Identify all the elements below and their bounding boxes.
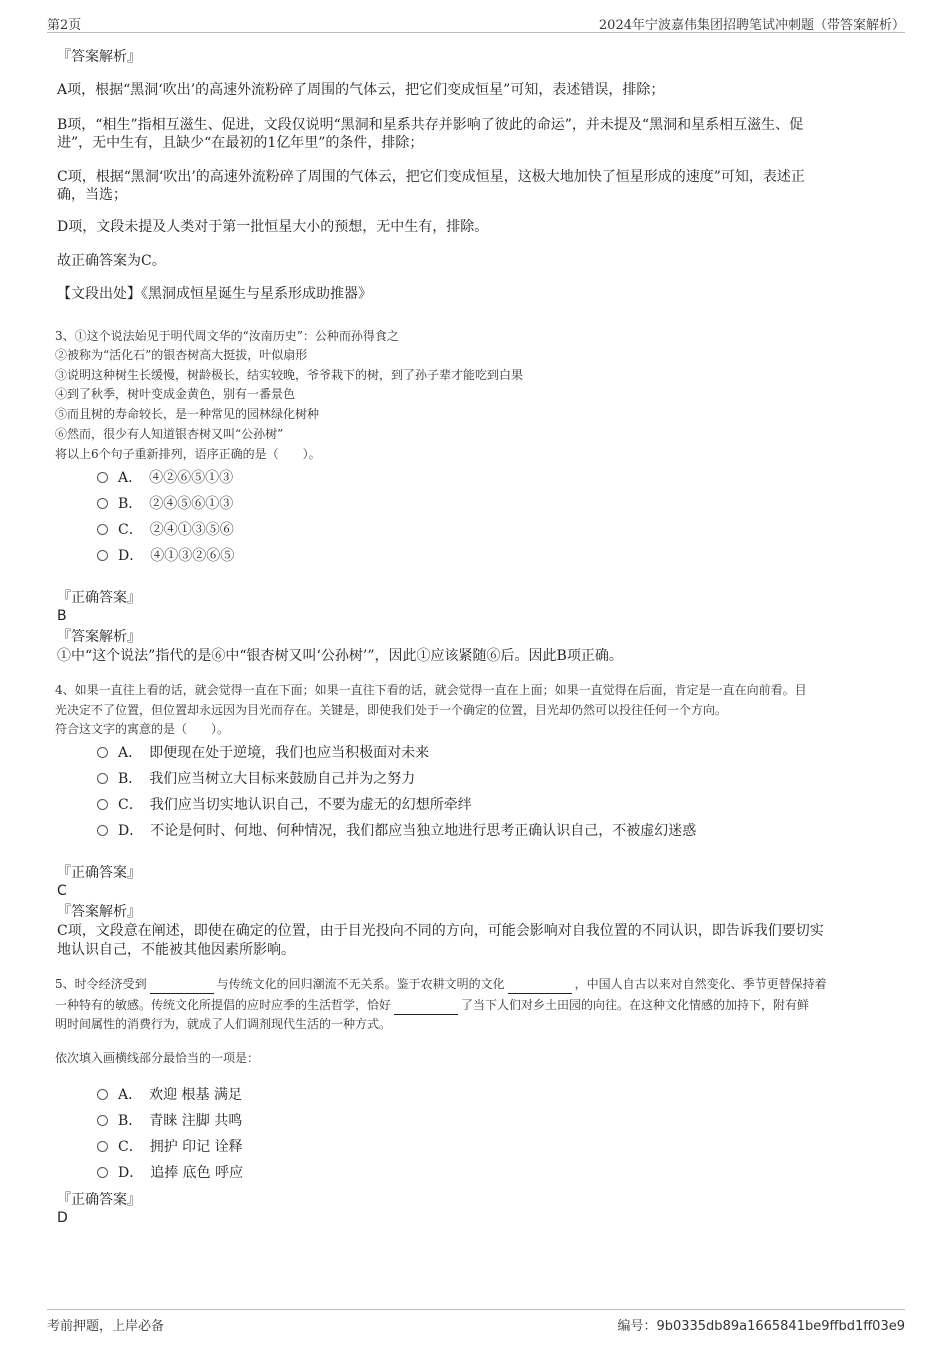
q2-analysis-c2: 确，当选；	[57, 187, 127, 203]
q2-analysis-title: 『答案解析』	[57, 49, 141, 65]
q3-line: ⑤而且树的寿命较长，是一种常见的园林绿化树种	[55, 407, 320, 421]
radio-icon[interactable]	[97, 524, 108, 535]
radio-icon[interactable]	[97, 498, 108, 509]
q3-answer: B	[57, 608, 67, 624]
q5-line3: 明时间属性的消费行为，就成了人们调剂现代生活的一种方式。	[55, 1017, 392, 1031]
q5-option-b[interactable]: B． 青睐 注脚 共鸣	[97, 1111, 242, 1131]
q3-line: ③说明这种树生长缓慢，树龄极长，结实较晚，爷爷栽下的树，到了孙子辈才能吃到白果	[55, 368, 524, 382]
q3-option-c[interactable]: C． ②④①③⑤⑥	[97, 520, 234, 540]
q4-line2: 光决定不了位置，但位置却永远因为目光而存在。关键是，即使我们处于一个确定的位置，目光却仍然可以投往任何一个方向。	[55, 703, 728, 717]
q4-analysis-line1: C项，文段意在阐述，即使在确定的位置，由于目光投向不同的方向，可能会影响对自我位置的不同认识，即告诉我们要切实	[57, 923, 824, 939]
radio-icon[interactable]	[97, 825, 108, 836]
document-code: 编号：9b0335db89a1665841be9ffbd1ff03e9	[617, 1319, 905, 1334]
q4-analysis-title: 『答案解析』	[57, 904, 141, 920]
radio-icon[interactable]	[97, 472, 108, 483]
radio-icon[interactable]	[97, 1089, 108, 1100]
footer-slogan: 考前押题，上岸必备	[47, 1319, 165, 1334]
q5-option-d[interactable]: D． 追捧 底色 呼应	[97, 1163, 243, 1183]
document-title: 2024年宁波嘉伟集团招聘笔试冲刺题（带答案解析）	[598, 18, 905, 33]
fill-blank	[150, 981, 214, 994]
q2-analysis-b1: B项，“相生”指相互滋生、促进，文段仅说明“黑洞和星系共存并影响了彼此的命运”，并未提及“黑洞和星系相互滋生、促	[57, 117, 804, 133]
q5-prompt: 依次填入画横线部分最恰当的一项是：	[55, 1051, 260, 1065]
q3-answer-title: 『正确答案』	[57, 590, 141, 606]
q4-answer: C	[57, 883, 67, 899]
q4-option-b[interactable]: B． 我们应当树立大目标来鼓励自己并为之努力	[97, 769, 415, 789]
q3-line: ⑥然而，很少有人知道银杏树又叫“公孙树”	[55, 427, 284, 441]
radio-icon[interactable]	[97, 1115, 108, 1126]
q3-line: ④到了秋季，树叶变成金黄色，别有一番景色	[55, 387, 296, 401]
page-footer	[47, 1309, 905, 1332]
q4-line1: 4、如果一直往上看的话，就会觉得一直在下面；如果一直往下看的话，就会觉得一直在上面；如果一直觉得在后面，肯定是一直在向前看。目	[55, 683, 807, 697]
q4-option-a[interactable]: A． 即便现在处于逆境，我们也应当积极面对未来	[97, 743, 429, 763]
fill-blank	[394, 1002, 458, 1015]
page-number: 第2页	[47, 18, 82, 33]
q3-line: 3、①这个说法始见于明代周文华的“汝南历史”：公种而孙得食之	[55, 329, 399, 343]
q5-option-a[interactable]: A． 欢迎 根基 满足	[97, 1085, 242, 1105]
q2-conclusion: 故正确答案为C。	[57, 253, 166, 269]
q5-answer: D	[57, 1210, 68, 1226]
q3-analysis-title: 『答案解析』	[57, 629, 141, 645]
q3-option-a[interactable]: A． ④②⑥⑤①③	[97, 468, 233, 488]
radio-icon[interactable]	[97, 550, 108, 561]
q2-analysis-d: D项，文段未提及人类对于第一批恒星大小的预想，无中生有，排除。	[57, 219, 489, 235]
q2-analysis-a: A项，根据“黑洞‘吹出’的高速外流粉碎了周围的气体云，把它们变成恒星”可知，表述错误，排除；	[57, 82, 665, 98]
q5-line1: 5、时令经济受到 与传统文化的回归潮流不无关系。鉴于农耕文明的文化 ，中国人自古以来对自然变化、季节更替保持着	[55, 975, 827, 994]
q4-option-d[interactable]: D． 不论是何时、何地、何种情况，我们都应当独立地进行思考正确认识自己，不被虚幻迷惑	[97, 821, 696, 841]
q5-option-c[interactable]: C． 拥护 印记 诠释	[97, 1137, 243, 1157]
q3-analysis: ①中“这个说法”指代的是⑥中“银杏树又叫‘公孙树’”，因此①应该紧随⑥后。因此B项正确。	[57, 648, 623, 664]
q2-analysis-c1: C项，根据“黑洞‘吹出’的高速外流粉碎了周围的气体云，把它们变成恒星，这极大地加快了恒星形成的速度”可知，表述正	[57, 169, 805, 185]
q4-question: 符合这文字的寓意的是（ ）。	[55, 722, 230, 736]
radio-icon[interactable]	[97, 773, 108, 784]
q2-source: 【文段出处】《黑洞成恒星诞生与星系形成助推器》	[57, 286, 372, 302]
radio-icon[interactable]	[97, 1141, 108, 1152]
radio-icon[interactable]	[97, 747, 108, 758]
radio-icon[interactable]	[97, 799, 108, 810]
fill-blank	[508, 981, 572, 994]
q4-analysis-line2: 地认识自己，不能被其他因素所影响。	[57, 942, 295, 958]
page-header	[47, 12, 905, 33]
q3-question: 将以上6个句子重新排列，语序正确的是（ ）。	[55, 447, 321, 461]
q2-analysis-b2: 进”，无中生有，且缺少“在最初的1亿年里”的条件，排除；	[57, 135, 424, 151]
q4-answer-title: 『正确答案』	[57, 865, 141, 881]
radio-icon[interactable]	[97, 1167, 108, 1178]
q3-line: ②被称为“活化石”的银杏树高大挺拔，叶似扇形	[55, 348, 308, 362]
q3-option-d[interactable]: D． ④①③②⑥⑤	[97, 546, 234, 566]
q4-option-c[interactable]: C． 我们应当切实地认识自己，不要为虚无的幻想所牵绊	[97, 795, 472, 815]
q5-line2: 一种特有的敏感。传统文化所提倡的应时应季的生活哲学，恰好 了当下人们对乡土田园的向往。在这种文化情感的加持下，附有鲜	[55, 996, 809, 1015]
q3-option-b[interactable]: B． ②④⑤⑥①③	[97, 494, 233, 514]
q5-answer-title: 『正确答案』	[57, 1192, 141, 1208]
